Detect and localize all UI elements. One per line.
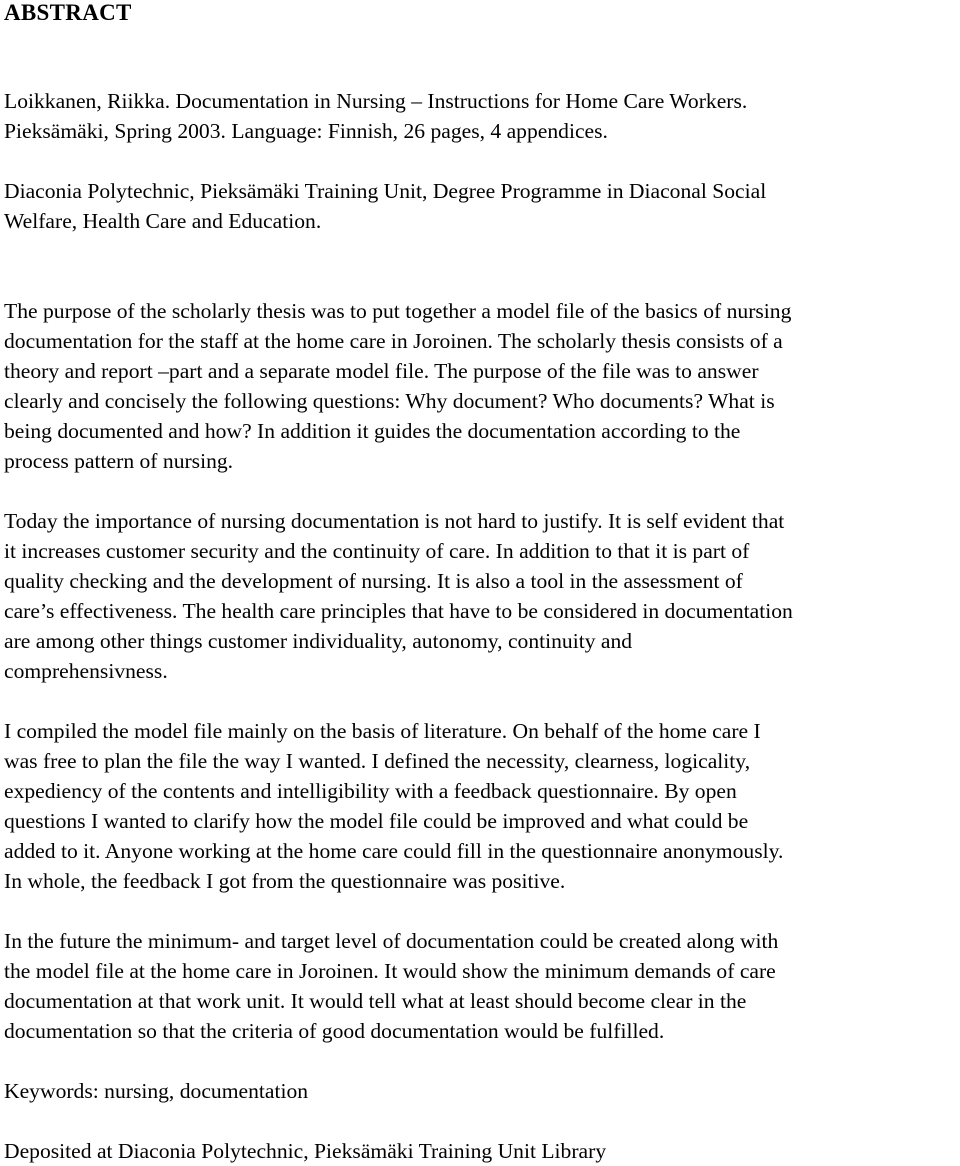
abstract-paragraph-future [4,926,960,1046]
text-line: process pattern of nursing. [4,449,234,473]
author-citation [4,86,960,146]
text-line: added to it. Anyone working at the home care could fill in the questionnaire anonymously. [4,839,784,863]
text-line: questions I wanted to clarify how the model file could be improved and what could be [4,809,749,833]
text-line: I compiled the model file mainly on the basis of literature. On behalf of the home care I [4,719,761,743]
abstract-paragraph-purpose [4,296,960,476]
text-line: are among other things customer individuality, autonomy, continuity and [4,629,633,653]
author-line: Loikkanen, Riikka. Documentation in Nursing – Instructions for Home Care Workers. [4,89,748,113]
text-line: being documented and how? In addition it guides the documentation according to the [4,419,741,443]
text-line: In the future the minimum- and target level of documentation could be created along with [4,929,779,953]
abstract-paragraph-importance [4,506,960,686]
school-line: Welfare, Health Care and Education. [4,209,322,233]
school-line: Diaconia Polytechnic, Pieksämäki Training Unit, Degree Programme in Diaconal Social [4,179,767,203]
text-line: documentation for the staff at the home care in Joroinen. The scholarly thesis consists of a [4,329,783,353]
text-line: it increases customer security and the continuity of care. In addition to that it is part of [4,539,750,563]
text-line: documentation so that the criteria of good documentation would be fulfilled. [4,1019,665,1043]
text-line: theory and report –part and a separate model file. The purpose of the file was to answer [4,359,759,383]
deposit-location: Deposited at Diaconia Polytechnic, Pieksämäki Training Unit Library [4,1139,607,1163]
text-line: quality checking and the development of nursing. It is also a tool in the assessment of [4,569,743,593]
text-line: the model file at the home care in Joroinen. It would show the minimum demands of care [4,959,776,983]
keywords: Keywords: nursing, documentation [4,1079,309,1103]
text-line: care’s effectiveness. The health care principles that have to be considered in documentation [4,599,793,623]
text-line: In whole, the feedback I got from the questionnaire was positive. [4,869,566,893]
school-affiliation [4,176,960,236]
text-line: The purpose of the scholarly thesis was to put together a model file of the basics of nursing [4,299,792,323]
text-line: Today the importance of nursing documentation is not hard to justify. It is self evident that [4,509,785,533]
abstract-paragraph-method [4,716,960,896]
author-line: Pieksämäki, Spring 2003. Language: Finnish, 26 pages, 4 appendices. [4,119,608,143]
text-line: was free to plan the file the way I wanted. I defined the necessity, clearness, logicality, [4,749,751,773]
text-line: documentation at that work unit. It would tell what at least should become clear in the [4,989,747,1013]
text-line: clearly and concisely the following questions: Why document? Who documents? What is [4,389,775,413]
text-line: expediency of the contents and intelligibility with a feedback questionnaire. By open [4,779,737,803]
text-line: comprehensivness. [4,659,168,683]
abstract-heading: ABSTRACT [4,0,132,25]
